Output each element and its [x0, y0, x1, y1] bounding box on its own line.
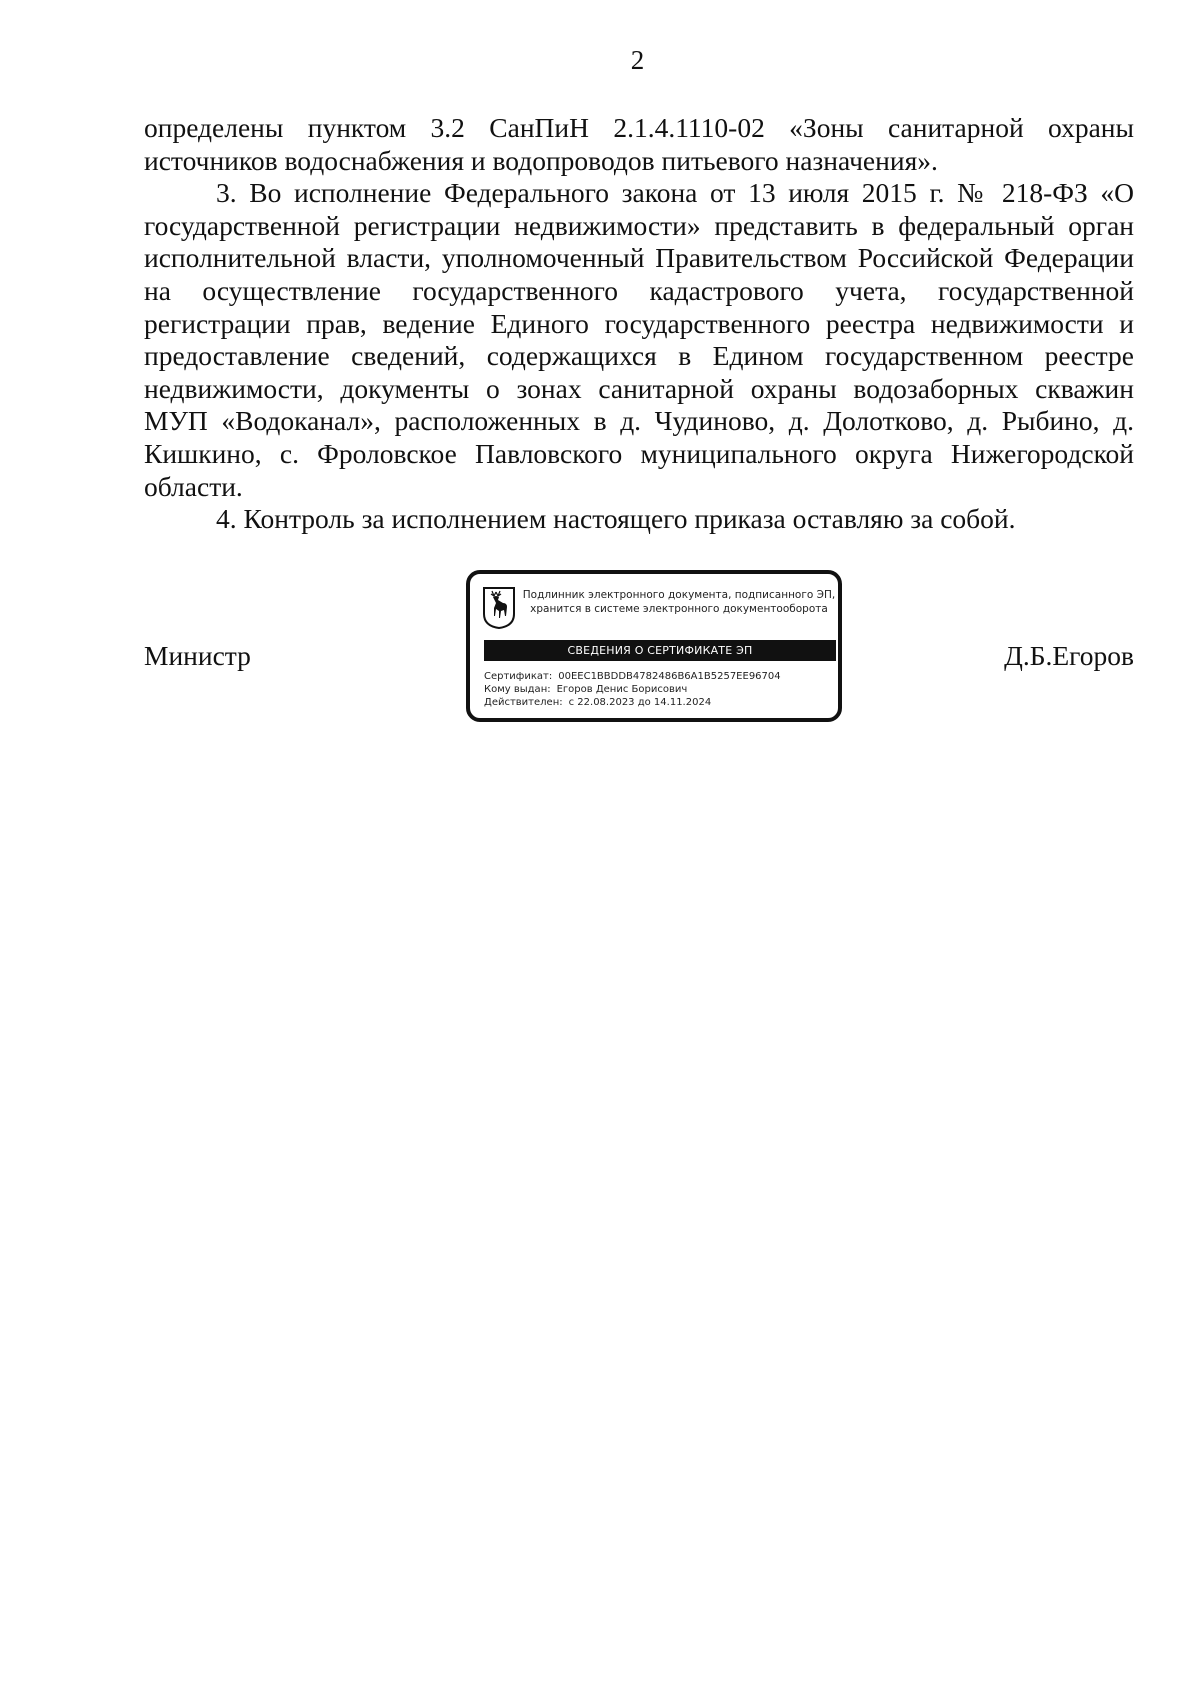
- validity-label: Действителен:: [484, 697, 563, 708]
- signer-name: Д.Б.Егоров: [1004, 640, 1134, 671]
- document-body: [144, 112, 1134, 536]
- stamp-certificate-header: СВЕДЕНИЯ О СЕРТИФИКАТЕ ЭП: [484, 640, 836, 661]
- validity-value: с 22.08.2023 до 14.11.2024: [568, 697, 712, 708]
- stamp-certificate-details: [484, 670, 836, 709]
- stamp-notice-line-2: хранится в системе электронного документооборота: [530, 603, 828, 615]
- issued-to-label: Кому выдан:: [484, 684, 551, 695]
- paragraph-item-4: 4. Контроль за исполнением настоящего приказа оставляю за собой.: [216, 503, 1016, 535]
- electronic-signature-stamp: [466, 570, 842, 722]
- certificate-value: 00EEC1BBDDB4782486B6A1B5257EE96704: [558, 671, 781, 682]
- validity-row: [484, 696, 836, 709]
- paragraph-item-3: 3. Во исполнение Федерального закона от 13 июля 2015 г. № 218-ФЗ «О государственной регистрации недвижимости» представить в федеральный орган исполнительной власти, уполномоченный Правительством Российской Федерации на осуществление государственного кадастрового учета, государственной регистрации прав, ведение Единого государственного реестра недвижимости и предоставление сведений, содержащихся в Едином государственном реестре недвижимости, документы о зонах санитарной охраны водозаборных скважин МУП «Водоканал», расположенных в д. Чудиново, д. Долотково, д. Рыбино, д. Кишкино, с. Фроловское Павловского муниципального округа Нижегородской области.: [144, 177, 1134, 502]
- stamp-notice: [522, 588, 836, 616]
- signature-block: [144, 570, 1134, 730]
- deer-emblem-icon: [482, 586, 516, 630]
- certificate-row: [484, 670, 836, 683]
- certificate-label: Сертификат:: [484, 671, 553, 682]
- issued-to-value: Егоров Денис Борисович: [556, 684, 688, 695]
- stamp-notice-line-1: Подлинник электронного документа, подписанного ЭП,: [522, 589, 836, 601]
- page-number: 2: [630, 45, 645, 75]
- signer-role: Министр: [144, 640, 251, 671]
- paragraph-continuation: определены пунктом 3.2 СанПиН 2.1.4.1110-02 «Зоны санитарной охраны источников водоснабжения и водопроводов питьевого назначения».: [144, 112, 1134, 176]
- issued-to-row: [484, 683, 836, 696]
